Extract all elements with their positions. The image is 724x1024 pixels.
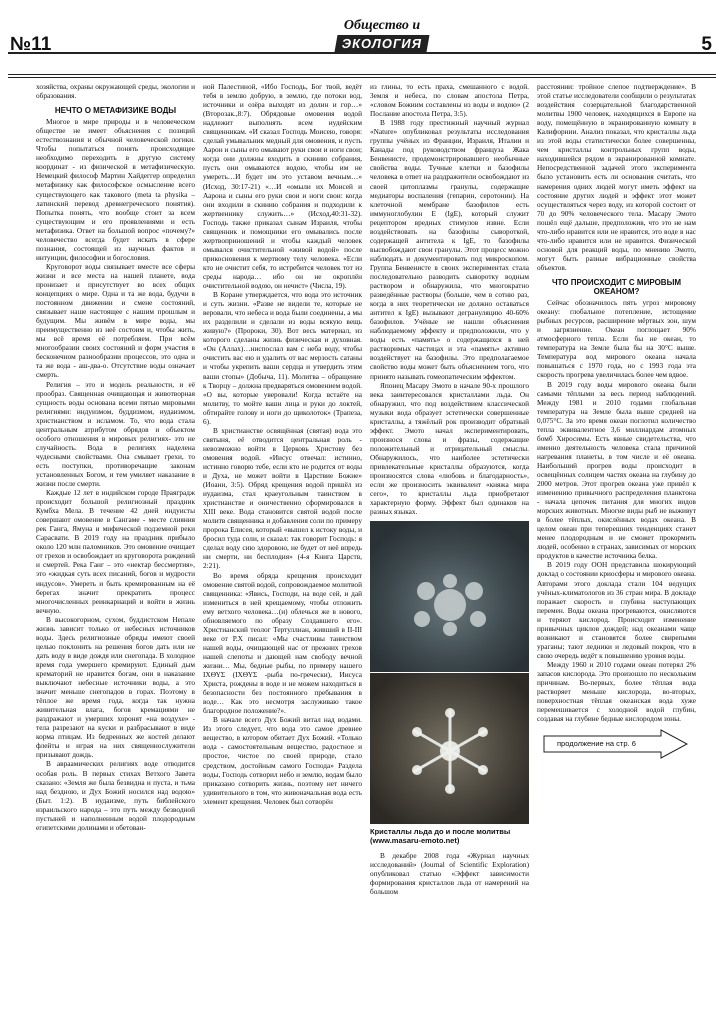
article-paragraph: В авраамических религиях воде отводится особая роль. В первых стихах Ветхого Завета сказано: «Земля же была безвидна и пуста, и тьма над бездною, и Дух Божий носился над водою» (Быт. 1:2). В иудаизме, путь библейского израильского народа – это путь между безводной пустыней и наполненным водой плодородным египетскими долинами и обетован- [36,759,195,832]
article-paragraph: В декабре 2008 года «Журнал научных исследований» (Journal of Scientific Exploration) опубликовал статью «Эффект зависимости формирования кристаллов льда от намерений на большом [370,851,529,897]
article-paragraph: Круговорот воды связывает вместе все сферы жизни и все места на нашей планете, вода пронизает и присутствует во всех общих концепциях о мире. Одна и та же вода, будучи в постоянном движении и смене состояний, связывает наше настоящее с нашим прошлым и будущим. Мы живём в мире воды, мы преимущественно из неё состоим и, чтобы жить, мы всё время её потребляем. При всём многообразии своих состояний и форм участия в бесконечном разнообразии процессов, это одна и та же вода - аш-два-о. Отсутствие воды означает смерть. [36,261,195,380]
header-rule-lower-double [8,77,716,78]
page-number: 5 [701,34,712,55]
article-paragraph: В начале всего Дух Божий витал над водами. Из этого следует, что вода это самое древнее вещество, в котором обитает Дух Божий. «Только вода - самостоятельным вещество, радостное и простое, чистое по своей природе, стало средством, достойным самого Господа» Раздела воды, Господь сотворил небо и землю, водам было приказано сотворить жизнь, поэтому нет ничего удивительного в том, что живоначальная вода есть элемент крещения. Человек был сотворён [203,715,362,806]
article-columns [36,82,696,1012]
continued-label: продолжение на стр. 6 [557,739,636,749]
article-paragraph: из глины, то есть праха, смешанного с водой. Земля и небеса, по словам апостола Петра, «словом Божиим составлены из воды и водою» (2 Послание апостола Петра, 3:5). [370,82,529,119]
photo-caption: Кристаллы льда до и после молитвы (www.masaru-emoto.net) [370,827,511,846]
section-heading: ЧТО ПРОИСХОДИТ С МИРОВЫМ ОКЕАНОМ? [551,277,682,297]
masthead [8,6,716,76]
issue-number: №11 [10,34,52,55]
header-rule-lower [8,74,716,75]
section-heading: НЕЧТО О МЕТАФИЗИКЕ ВОДЫ [54,106,177,116]
article-paragraph: хозяйства, охраны окружающей среды, экологии и образования. [36,82,195,101]
article-paragraph: В христианстве освящённая (святая) вода это святыня, её отводится центральная роль - невозможно войти в Церковь Христову без омовения водой. «Иисус отвечал: истинно, истинно говорю тебе, если кто не родится от воды и Духа, не может войти в Царствие Божие» (Иоанн, 3:5). Обряд крещения водой пришёл из иудаизма, стал краеугольным таинством в христианстве и оничественно сформировался в XIII веке. Вода становится святой водой после молитв священника и добавления соли по примеру пророка Елисея, который «вышел к истоку воды, и бросил туда соли, и сказал: так говорит Господь: я сделал воду сию здоровою, не будет от неё впредь ни смерти, ни бесплодия» (4-я Книга Царств, 2:21). [203,425,362,571]
article-paragraph: Между 1960 и 2010 годами океан потерял 2% запасов кислорода. Это произошло по нескольким причинам. Во-первых, более тёплая вода растворяет меньше кислорода, во-вторых, поверхностная тёплая океанская вода хуже перемешивается с холодной водой глубин, создавая на глубине бедные кислородом зоны. [537,659,696,724]
header-rule [8,52,716,54]
column-3 [370,82,529,1012]
article-paragraph: В 2019 году воды мирового океана были самыми тёплыми за весь период наблюдений. Между 1981 и 2010 годами глобальная температура на Земле была выше средней на 0,075°С. За это время океан поглотил количество тепла эквивалентное 3,6 миллиардам атомных бомб Хиросимы. Есть явные свидетельства, что именно деятельность человека стала причиной нагревания планеты, в том числе и её океана. Наибольший прогрев воды происходит в освещённых солнцем частях океана на глубину до 2000 метров. Этот прогрев океана уже привёл к изменению привычного распределения планктона - начала цепочек питания для многих видов морских животных. Многие виды рыб не выживут в более тёплых, окислённых водах океана. В целом океан при теперешних тенденциях станет менее плодородным и не сможет прокормить людей, особенно в странах, зависимых от морских продуктов в качестве источника белка. [537,379,696,561]
article-paragraph: В 1988 году престижный научный журнал «Nature» опубликовал результаты исследования группы учёных из Франции, Израиля, Италии и Канады под руководством француза Жака Бенвенисте, продемонстрировавшего необычные свойства воды. Тучные клетки и базофилы человека в ответ на раздражители освобождают из своей цитоплазмы гранулы, содержащие медиаторы воспаления (гепарин, серотонин). На клеточной мембране базофилов есть иммуноглобулин E (IgE), который служит рецептором вредных стимулов извне. Если воздействовать на базофилы сывороткой, содержащей антитела к IgE, то базофилы высвобождают свои гранулы. Этот процесс можно наблюдать и документировать под микроскопом. Группа Бенвенисте в своих экспериментах стала последовательно разводить сыворотку водным раствором и обнаружила, что многократно разведённые растворы (больше, чем в сотню раз, когда в них теоретически не должно оставаться антител к IgE) вызывают дегрануляцию 40-60% базофилов. Учёные не нашли объяснения наблюдаемому эффекту и предположили, что у воды есть «память» о содержащихся в ней растворимых частицах и эта «память» активно воздействует на базофилы. Это предполагаемое свойство воды может быть объяснением того, что принято называть гомеопатическим эффектом. [370,118,529,381]
continued-arrow [543,729,689,759]
article-paragraph: Многое в мире природы и в человеческом обществе не имеет объяснения с позиций естествознания и обычной человеческой логики. Чтобы попытаться понять происходящее необходимо переходить в другую систему координат - из физической в метафизическую. Немецкий философ Мартин Хайдеггер определил метафизику как философское осмысление всего существующего как такового (meta ta physika – латинский перевод древнегреческого понятия). Попытка понять, что вообще стоит за всем существующим и его проявлениями и есть метафизика. Ответ на большой вопрос «почему?» человечество всегда будет искать в сфере познания, состоящей из научных фактов и интуиции, философии и богословия. [36,117,195,262]
ice-crystals-photo [370,521,529,824]
article-paragraph: Японец Масару Эмото в начале 90-х прошлого века заинтересовался кристаллами льда. Он обнаружил, что под воздействием классической музыки вода образует эстетически совершенные кристаллы, а тяжёлый рок производит обратный эффект. Эмото начал экспериментировать, произнося слова и фразы, содержащие положительный и отрицательный смыслы. Обнаружилось, что наиболее эстетически привлекательные кристаллы образуются, когда произносятся слова «любовь и благодарность», если же произносить эквивалент «княжа мира сего», то кристаллы льда приобретают характерную форму. Эффект был одинаков на разных языках. [370,380,529,517]
article-paragraph: Сейчас обозначилось пять угроз мировому океану: глобальное потепление, истощение рыбных ресурсов, расширение мёртвых зон, шум и загрязнение. Океан поглощает 90% атмосферного тепла. Если бы не океан, то температура на Земле была бы на 30°С выше. Температура вод мирового океана начала повышаться с 1970 года, но с 1993 года эта скорость прогрева увеличилась более чем вдвое. [537,298,696,380]
article-paragraph: В Коране утверждается, что вода это источник и суть жизни. «Разве не видели те, которые не веровали, что небеса и вода были соединены, а мы их разделили и сделали из воды всякую вещь живую?» (Пророки, 30). Вот весь материал, из которого сделаны жизнь физическая и духовная. «Он (Аллах)…ниспослал вам с неба воду, чтобы очистить вас ею и удалить от вас мерзость сатаны и чтобы укрепить ваши сердца и утвердить этим ваши стопы» (Добыча, 11). Молитва – обращение к Творцу – должна предваряться омовением водой. «О вы, которые уверовали! Когда встаёте на молитву, то мойте ваши лица и руки до локтей, обтирайте голову и ноги до щиколоток» (Трапеза, 6). [203,290,362,426]
article-paragraph: Каждые 12 лет в индийском городе Праяградж происходит большой религиозный праздник Кумбха Мела. В течение 42 дней индуисты совершают омовение в Сангаме - месте слияния рек Ганга, Ямуна и мифической подземной реки Сарасвати. В 2019 году на праздник прибыло около 120 млн паломников. Это омовение очищает от грехов и освобождает из круговорота рождений и смертей. Река Ганг – это «нектар бессмертия», это «жидкая суть всех писаний, богов и мудрости индусов». Умереть и быть кремированным на её берегах значит прекратить процесс многочисленных реинкарнаций и войти в жизнь вечную. [36,488,195,615]
column-1 [36,82,195,1012]
column-2 [203,82,362,1012]
column-4 [537,82,696,1012]
article-paragraph: расстоянии: тройное слепое подтверждение». В этой статье исследователи сообщили о результатах воздействия созерцательной благодарственной молитвы 1900 человек, находящихся в Европе на воду, помещённую в экранированную комнату в Калифорнии. Анализ показал, что кристаллы льда из этой воды статистически более совершенны, чем кристаллы контрольных групп воды, находившейся рядом в экранированной комнате. Непосредственной задачей этого эксперимента было установить есть ли основания считать, что намерения одних людей могут иметь эффект на состояние других людей и эффект этот может осуществляться через воду, из которой состоит от 70 до 90% человеческого тела. Масару Эмото пошёл ещё дальше, предположив, что это не нам что-либо нравится или не нравится, это воде в нас что-либо нравится или не нравится. Физической основой для реакций воды, по мнению Эмото, могут быть разные вибрационные свойства объектов. [537,82,696,272]
article-paragraph: Во время обряда крещения происходит омовение святой водой, сопровождаемое молитвой священника: «Явись, Господи, на воде сей, и дай измениться в ней крещаемому, чтобы отложить ему ветхого человека…(и) облечься же в нового, обновляемого по образу Создавшего его». Христианский теолог Тертуллиан, живший в II-III веке от Р.Х писал: «Мы счастливы таинством нашей воды, очищающей нас от прежних грехов нашей слепоты и дающей нам свободу вечной жизни… Мы, бедные рыбы, по примеру нашего ІХΘΥΣ (ΙΧΘΥΣ -рыба по-гречески), Иисуса Христа, рождены в воде и не можем находиться в безопасности без постоянного пребывания в воде… Как это несмотря заслуживаю такое благородное положение?». [203,570,362,716]
article-paragraph: В 2019 году ООН представила шокирующий доклад о состоянии криосферы и мирового океана. Авторами этого доклада стали 104 ведущих учёных-климатологов из 36 стран мира. В докладе поражает скорость и глубина наступающих перемен. Воды океана прогреваются, окисляются и теряют кислород. Происходит изменение привычных циклов дождей; над океанами чаще возникают и становятся более свирепыми ураганы; тают ледники и ледовый покров, что в свою очередь ведёт к повышению уровня воды. [537,560,696,660]
brand-title-top: Общество и [343,18,421,33]
article-paragraph: Религия – это и модель реальности, и её прообраз. Священная очищающая и животворная сущность воды основана всеми пятью мировыми религиями: индуизмом, буддизмом, иудаизмом, христианством и исламом. То, что вода стала центральным атрибутом обрядов и объектом особого отношения в мировых религиях- это не случайность. Вода в религиях наделена чудесными свойствами. Она смывает грехи, то есть поступки, противоречащие законам установленных Богом, и тем умиляет наказание в жизни после смерти. [36,379,195,489]
article-paragraph: ной Палестиной, «Ибо Господь, Бог твой, ведёт тебя в землю добрую, в землю, где потоки вод, источники и озёра выходят из долин и гор…» (Второзак.,8:7). Обрядовые омовения водой надлежит выполнять всем иудейским священникам. «И сказал Господь Моисею, говоря: сделай умывальник медный для омовения, и пусть Аарон и сыны его омывают руки свои и ноги свои; когда они должны входить в скинию собрания, пусть они омываются водою, чтобы им не умереть…И будет им это уставом вечным…» (Исход, 30:17-21) «…И «омыли их Моисей и Аарона и сыны его руки свои и ноги свои: когда они входили в скинию собрания и подходили к жертвеннику служить…» (Исход,40:31-32). Господь также приказал сынам Израиля, чтобы священник и помощники его омывались после жертвоприношений и чтобы каждый человек омывался очистительной «живой водой» после прикосновения к мертвому телу человека. «Если кто не очистит себя, то истребится человек тот из среды народа… ибо он не окроплён очистительной водою, он нечист» (Числа, 19). [203,82,362,291]
brand-title-bottom: ЭКОЛОГИЯ [334,35,429,52]
section-brand [320,18,444,53]
article-paragraph: В высокогорном, сухом, буддистском Непале жизнь зависит только от небесных источников воды. Здесь религиозные обряды имеют своей целью поклонить на решения богов дать или не дать воду в виде дождя или снегопада. В холодное время года умершего кремируют. Единый дым крематорий не нравится богам, они в наказание выключают небесные источники воды, а это значит меньше снегопадов в горах. Поэтому в тёплое же время года, когда так нужна живительная влага, богов кремациями не раздражают и умерших хоронят «на воздухе» - тела разрезают на куски и разбрасывают в виде корма птицам. Из бедренных же костей делают флейты и играя на них священнослужители призывают дождь. [36,614,195,760]
